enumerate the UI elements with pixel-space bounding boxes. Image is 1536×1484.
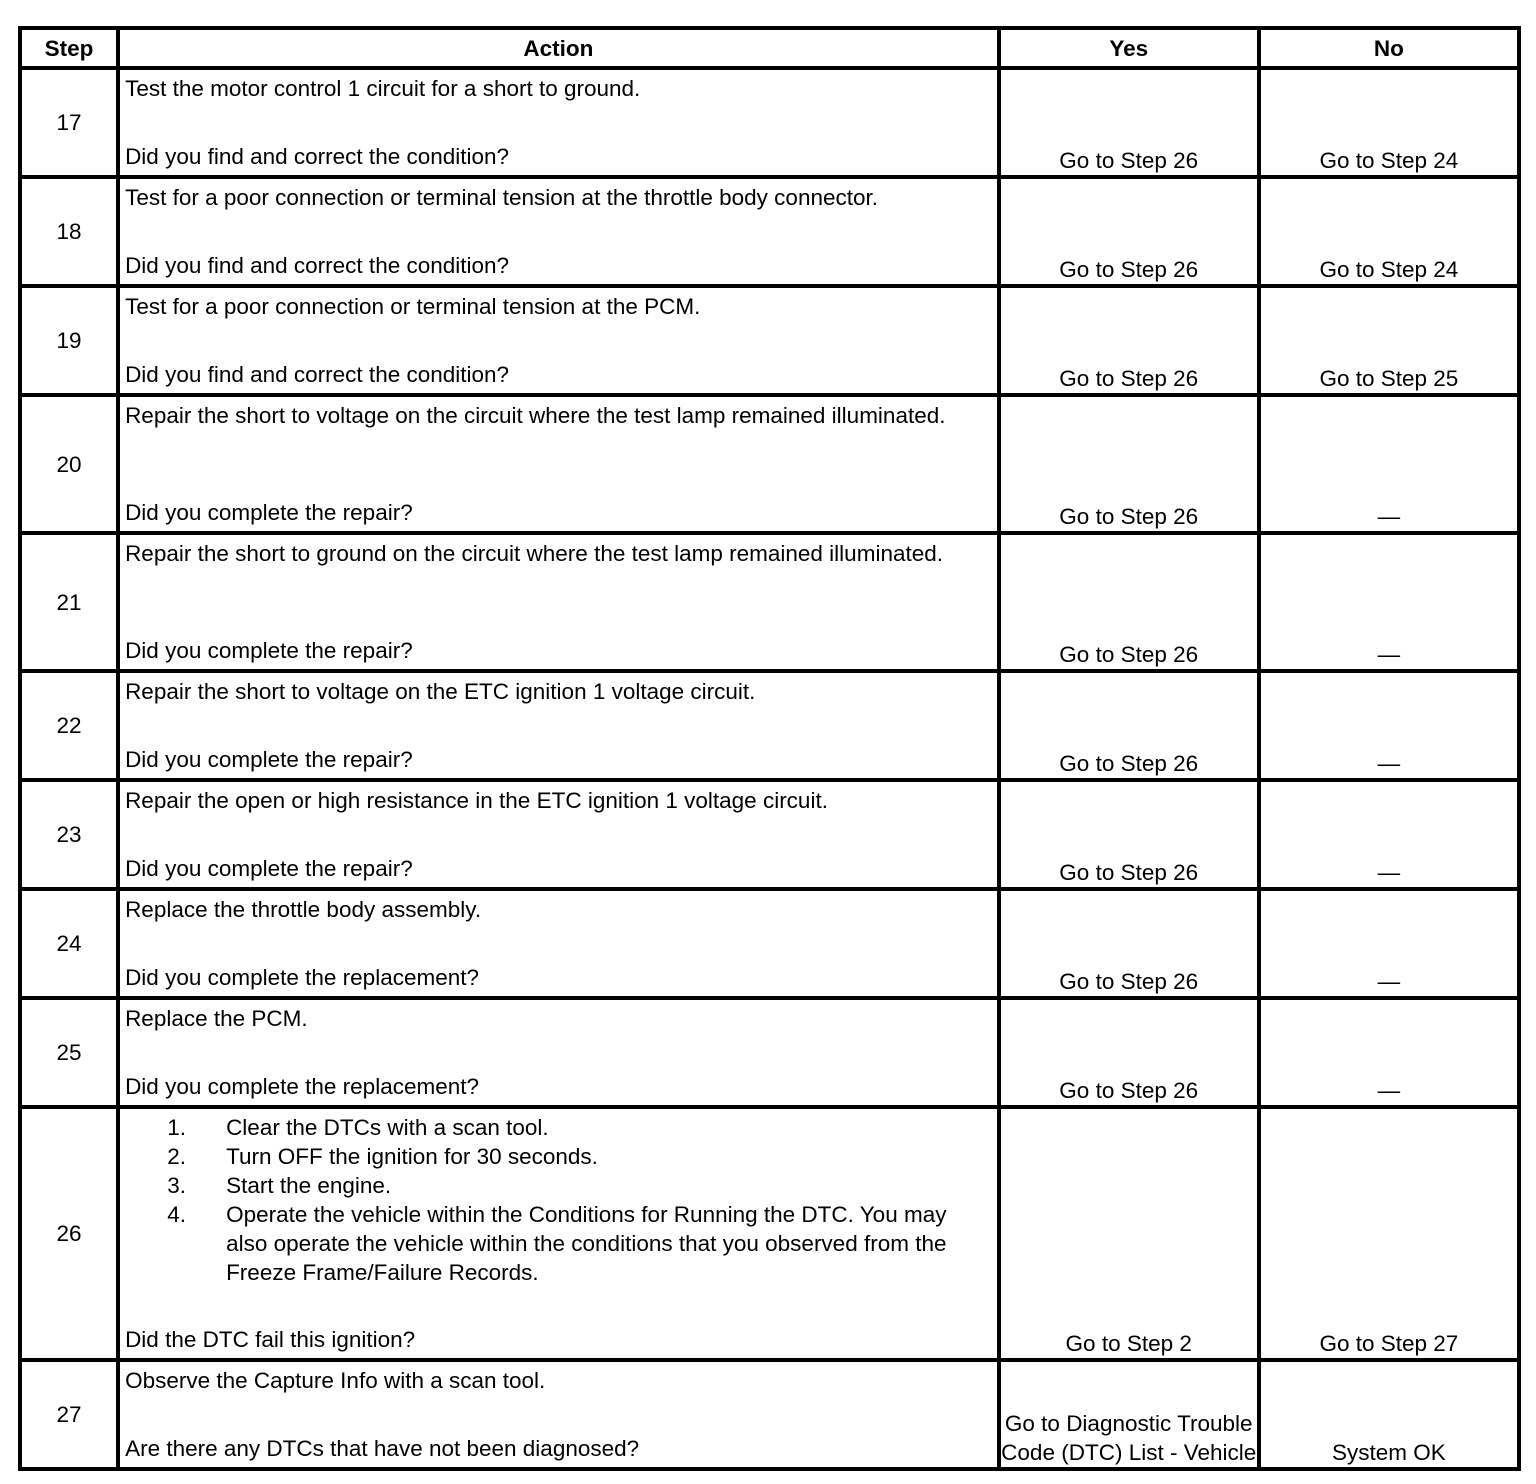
- header-action: Action: [118, 28, 999, 68]
- procedure-item-text: Start the engine.: [226, 1173, 392, 1198]
- action-text: Repair the short to voltage on the circuit where the test lamp remained illuminated.: [125, 403, 946, 428]
- table-row: [20, 671, 1519, 780]
- procedure-item-text: Operate the vehicle within the Conditions for Running the DTC. You may also operate the vehicle within the conditions that you observed from the Freeze Frame/Failure Records.: [226, 1202, 947, 1285]
- table-row: [20, 286, 1519, 395]
- no-result: Go to Step 25: [1259, 286, 1519, 395]
- action-cell: [118, 1107, 999, 1360]
- action-text: Repair the open or high resistance in the ETC ignition 1 voltage circuit.: [125, 788, 828, 813]
- yes-result: Go to Step 26: [999, 68, 1259, 177]
- question-text: Did you complete the replacement?: [125, 1074, 480, 1099]
- action-cell: [118, 68, 999, 177]
- question-text: Did you find and correct the condition?: [125, 144, 510, 169]
- action-content: [120, 782, 997, 887]
- action-content: [120, 179, 997, 284]
- action-cell: [118, 395, 999, 533]
- yes-result: Go to Diagnostic Trouble Code (DTC) List - Vehicle: [999, 1360, 1259, 1469]
- procedure-item-number: 4.: [167, 1202, 187, 1227]
- no-result: Go to Step 24: [1259, 68, 1519, 177]
- step-number: 25: [20, 998, 118, 1107]
- table-row: [20, 533, 1519, 671]
- no-result: —: [1259, 889, 1519, 998]
- action-text: Test for a poor connection or terminal tension at the throttle body connector.: [125, 185, 878, 210]
- yes-result: Go to Step 26: [999, 395, 1259, 533]
- yes-result: Go to Step 26: [999, 998, 1259, 1107]
- question-text: Did the DTC fail this ignition?: [125, 1327, 416, 1352]
- action-cell: [118, 533, 999, 671]
- yes-result: Go to Step 26: [999, 177, 1259, 286]
- yes-result: Go to Step 26: [999, 889, 1259, 998]
- procedure-item: [120, 1200, 997, 1287]
- step-number: 27: [20, 1360, 118, 1469]
- table-row: [20, 395, 1519, 533]
- no-result: —: [1259, 998, 1519, 1107]
- procedure-item: [120, 1171, 997, 1200]
- action-cell: [118, 1360, 999, 1469]
- no-result: Go to Step 27: [1259, 1107, 1519, 1360]
- yes-result: Go to Step 26: [999, 780, 1259, 889]
- step-number: 20: [20, 395, 118, 533]
- question-text: Did you complete the replacement?: [125, 965, 480, 990]
- step-number: 22: [20, 671, 118, 780]
- table-row: [20, 780, 1519, 889]
- action-text: Test for a poor connection or terminal tension at the PCM.: [125, 294, 701, 319]
- action-content: [120, 288, 997, 393]
- step-number: 23: [20, 780, 118, 889]
- yes-result: Go to Step 26: [999, 671, 1259, 780]
- action-text: Replace the throttle body assembly.: [125, 897, 482, 922]
- question-text: Did you complete the repair?: [125, 500, 413, 525]
- question-text: Did you complete the repair?: [125, 856, 413, 881]
- action-content: [120, 1362, 997, 1467]
- table-body: [20, 68, 1519, 1469]
- no-result: Go to Step 24: [1259, 177, 1519, 286]
- action-cell: [118, 177, 999, 286]
- procedure-item-text: Clear the DTCs with a scan tool.: [226, 1115, 549, 1140]
- procedure-item: [120, 1142, 997, 1171]
- step-number: 18: [20, 177, 118, 286]
- yes-result: Go to Step 2: [999, 1107, 1259, 1360]
- no-result: —: [1259, 671, 1519, 780]
- action-content: [120, 1109, 997, 1358]
- action-content: [120, 891, 997, 996]
- action-text: Test the motor control 1 circuit for a short to ground.: [125, 76, 641, 101]
- procedure-item-text: Turn OFF the ignition for 30 seconds.: [226, 1144, 598, 1169]
- diagnostic-table: [18, 26, 1521, 1471]
- no-result: —: [1259, 780, 1519, 889]
- question-text: Did you find and correct the condition?: [125, 253, 510, 278]
- header-step: Step: [20, 28, 118, 68]
- procedure-list: [120, 1109, 997, 1287]
- step-number: 19: [20, 286, 118, 395]
- header-yes: Yes: [999, 28, 1259, 68]
- question-text: Did you complete the repair?: [125, 638, 413, 663]
- question-text: Did you find and correct the condition?: [125, 362, 510, 387]
- procedure-item: [120, 1113, 997, 1142]
- header-no: No: [1259, 28, 1519, 68]
- action-cell: [118, 780, 999, 889]
- action-cell: [118, 671, 999, 780]
- step-number: 26: [20, 1107, 118, 1360]
- action-cell: [118, 286, 999, 395]
- step-number: 24: [20, 889, 118, 998]
- no-result: —: [1259, 395, 1519, 533]
- action-text: Repair the short to ground on the circuit where the test lamp remained illuminated.: [125, 541, 943, 566]
- action-content: [120, 673, 997, 778]
- table-row: [20, 68, 1519, 177]
- procedure-item-number: 1.: [167, 1115, 187, 1140]
- table-row: [20, 1360, 1519, 1469]
- table-row: [20, 889, 1519, 998]
- action-text: Replace the PCM.: [125, 1006, 308, 1031]
- action-text: Observe the Capture Info with a scan tool.: [125, 1368, 546, 1393]
- step-number: 21: [20, 533, 118, 671]
- action-content: [120, 397, 997, 531]
- yes-result: Go to Step 26: [999, 533, 1259, 671]
- no-result: —: [1259, 533, 1519, 671]
- question-text: Did you complete the repair?: [125, 747, 413, 772]
- table-row: [20, 1107, 1519, 1360]
- table-row: [20, 998, 1519, 1107]
- header-row: [20, 28, 1519, 68]
- no-result: System OK: [1259, 1360, 1519, 1469]
- procedure-item-number: 2.: [167, 1144, 187, 1169]
- step-number: 17: [20, 68, 118, 177]
- table-row: [20, 177, 1519, 286]
- question-text: Are there any DTCs that have not been diagnosed?: [125, 1436, 640, 1461]
- action-content: [120, 535, 997, 669]
- action-text: Repair the short to voltage on the ETC ignition 1 voltage circuit.: [125, 679, 756, 704]
- action-cell: [118, 889, 999, 998]
- yes-result: Go to Step 26: [999, 286, 1259, 395]
- action-content: [120, 70, 997, 175]
- action-cell: [118, 998, 999, 1107]
- action-content: [120, 1000, 997, 1105]
- procedure-item-number: 3.: [167, 1173, 187, 1198]
